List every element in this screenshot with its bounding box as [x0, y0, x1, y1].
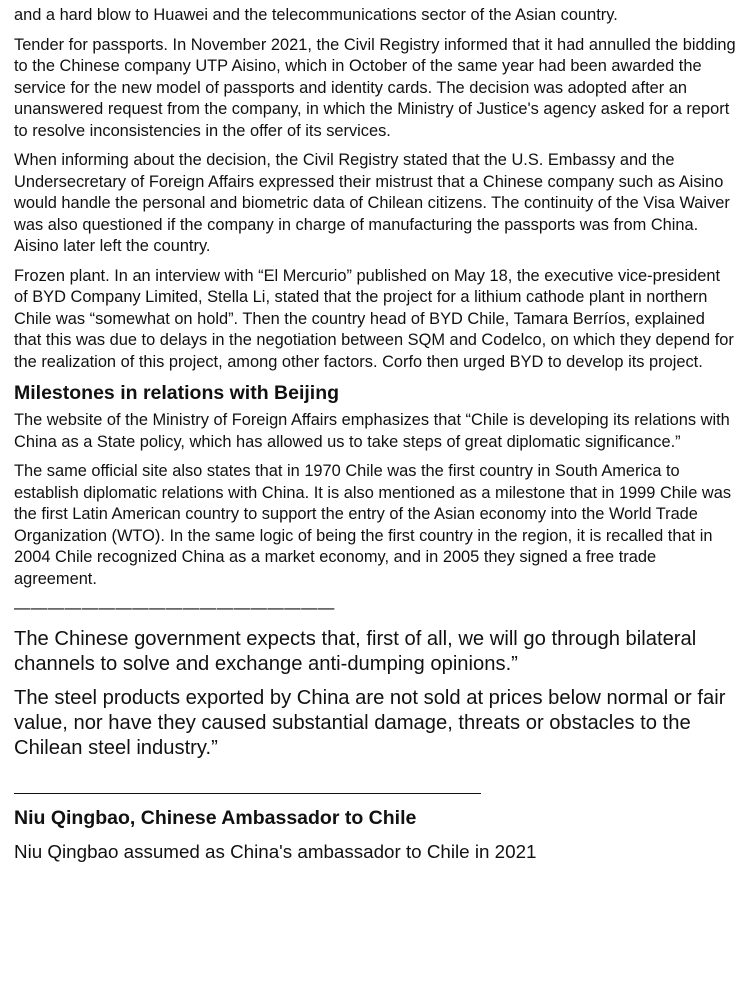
paragraph-tender-passports: Tender for passports. In November 2021, the Civil Registry informed that it had annulled the bidding to the Chinese company UTP Aisino, which in October of the same year had been awarded the service for the new model of passports and identity cards. The decision was adopted after an unanswered request from the company, in which the Ministry of Justice's agency asked for a report to resolve inconsistencies in the offer of its services. — [14, 35, 736, 140]
section-heading: Milestones in relations with Beijing — [14, 382, 340, 404]
signature-name: Niu Qingbao, Chinese Ambassador to Chile — [14, 806, 417, 829]
quote-bilateral-channels: The Chinese government expects that, first of all, we will go through bilateral channels to solve and exchange anti-dumping opinions.” — [14, 627, 697, 675]
article-body — [14, 5, 736, 864]
paragraph-milestones: The same official site also states that in 1970 Chile was the first country in South America to establish diplomatic relations with China. It is also mentioned as a milestone that in 1999 Chile was the first Latin American country to support the entry of the Asian economy into the World Trade Organization (WTO). In the same logic of being the first country in the region, it is recalled that in 2004 Chile recognized China as a market economy, and in 2005 they signed a free trade agreement. — [14, 462, 732, 588]
paragraph-state-policy: The website of the Ministry of Foreign Affairs emphasizes that “Chile is developing its relations with China as a State policy, which has allowed us to take steps of great diplomatic significance.” — [14, 411, 730, 451]
signature-description: Niu Qingbao assumed as China's ambassador to Chile in 2021 — [14, 840, 537, 862]
paragraph-civil-registry-decision: When informing about the decision, the Civil Registry stated that the U.S. Embassy and the Undersecretary of Foreign Affairs expressed their mistrust that a Chinese company such as Aisino would handle the personal and biometric data of Chilean citizens. The continuity of the Visa Waiver was also questioned if the company in charge of manufacturing the passports was from China. Aisino later left the country. — [14, 151, 730, 255]
dash-separator: ——————————————————— — [14, 599, 335, 617]
paragraph-huawei-ending: and a hard blow to Huawei and the telecommunications sector of the Asian country. — [14, 6, 618, 24]
paragraph-frozen-plant: Frozen plant. In an interview with “El Mercurio” published on May 18, the executive vice-president of BYD Company Limited, Stella Li, stated that the project for a lithium cathode plant in northern Chile was “somewhat on hold”. Then the country head of BYD Chile, Tamara Berríos, explained that this was due to delays in the negotiation between SQM and Codelco, on which they depend for the realization of this project, among other factors. Corfo then urged BYD to develop its project. — [14, 266, 734, 371]
quote-steel-products: The steel products exported by China are not sold at prices below normal or fair value, nor have they caused substantial damage, threats or obstacles to the Chilean steel industry.” — [14, 686, 726, 759]
signature-rule — [14, 793, 481, 794]
